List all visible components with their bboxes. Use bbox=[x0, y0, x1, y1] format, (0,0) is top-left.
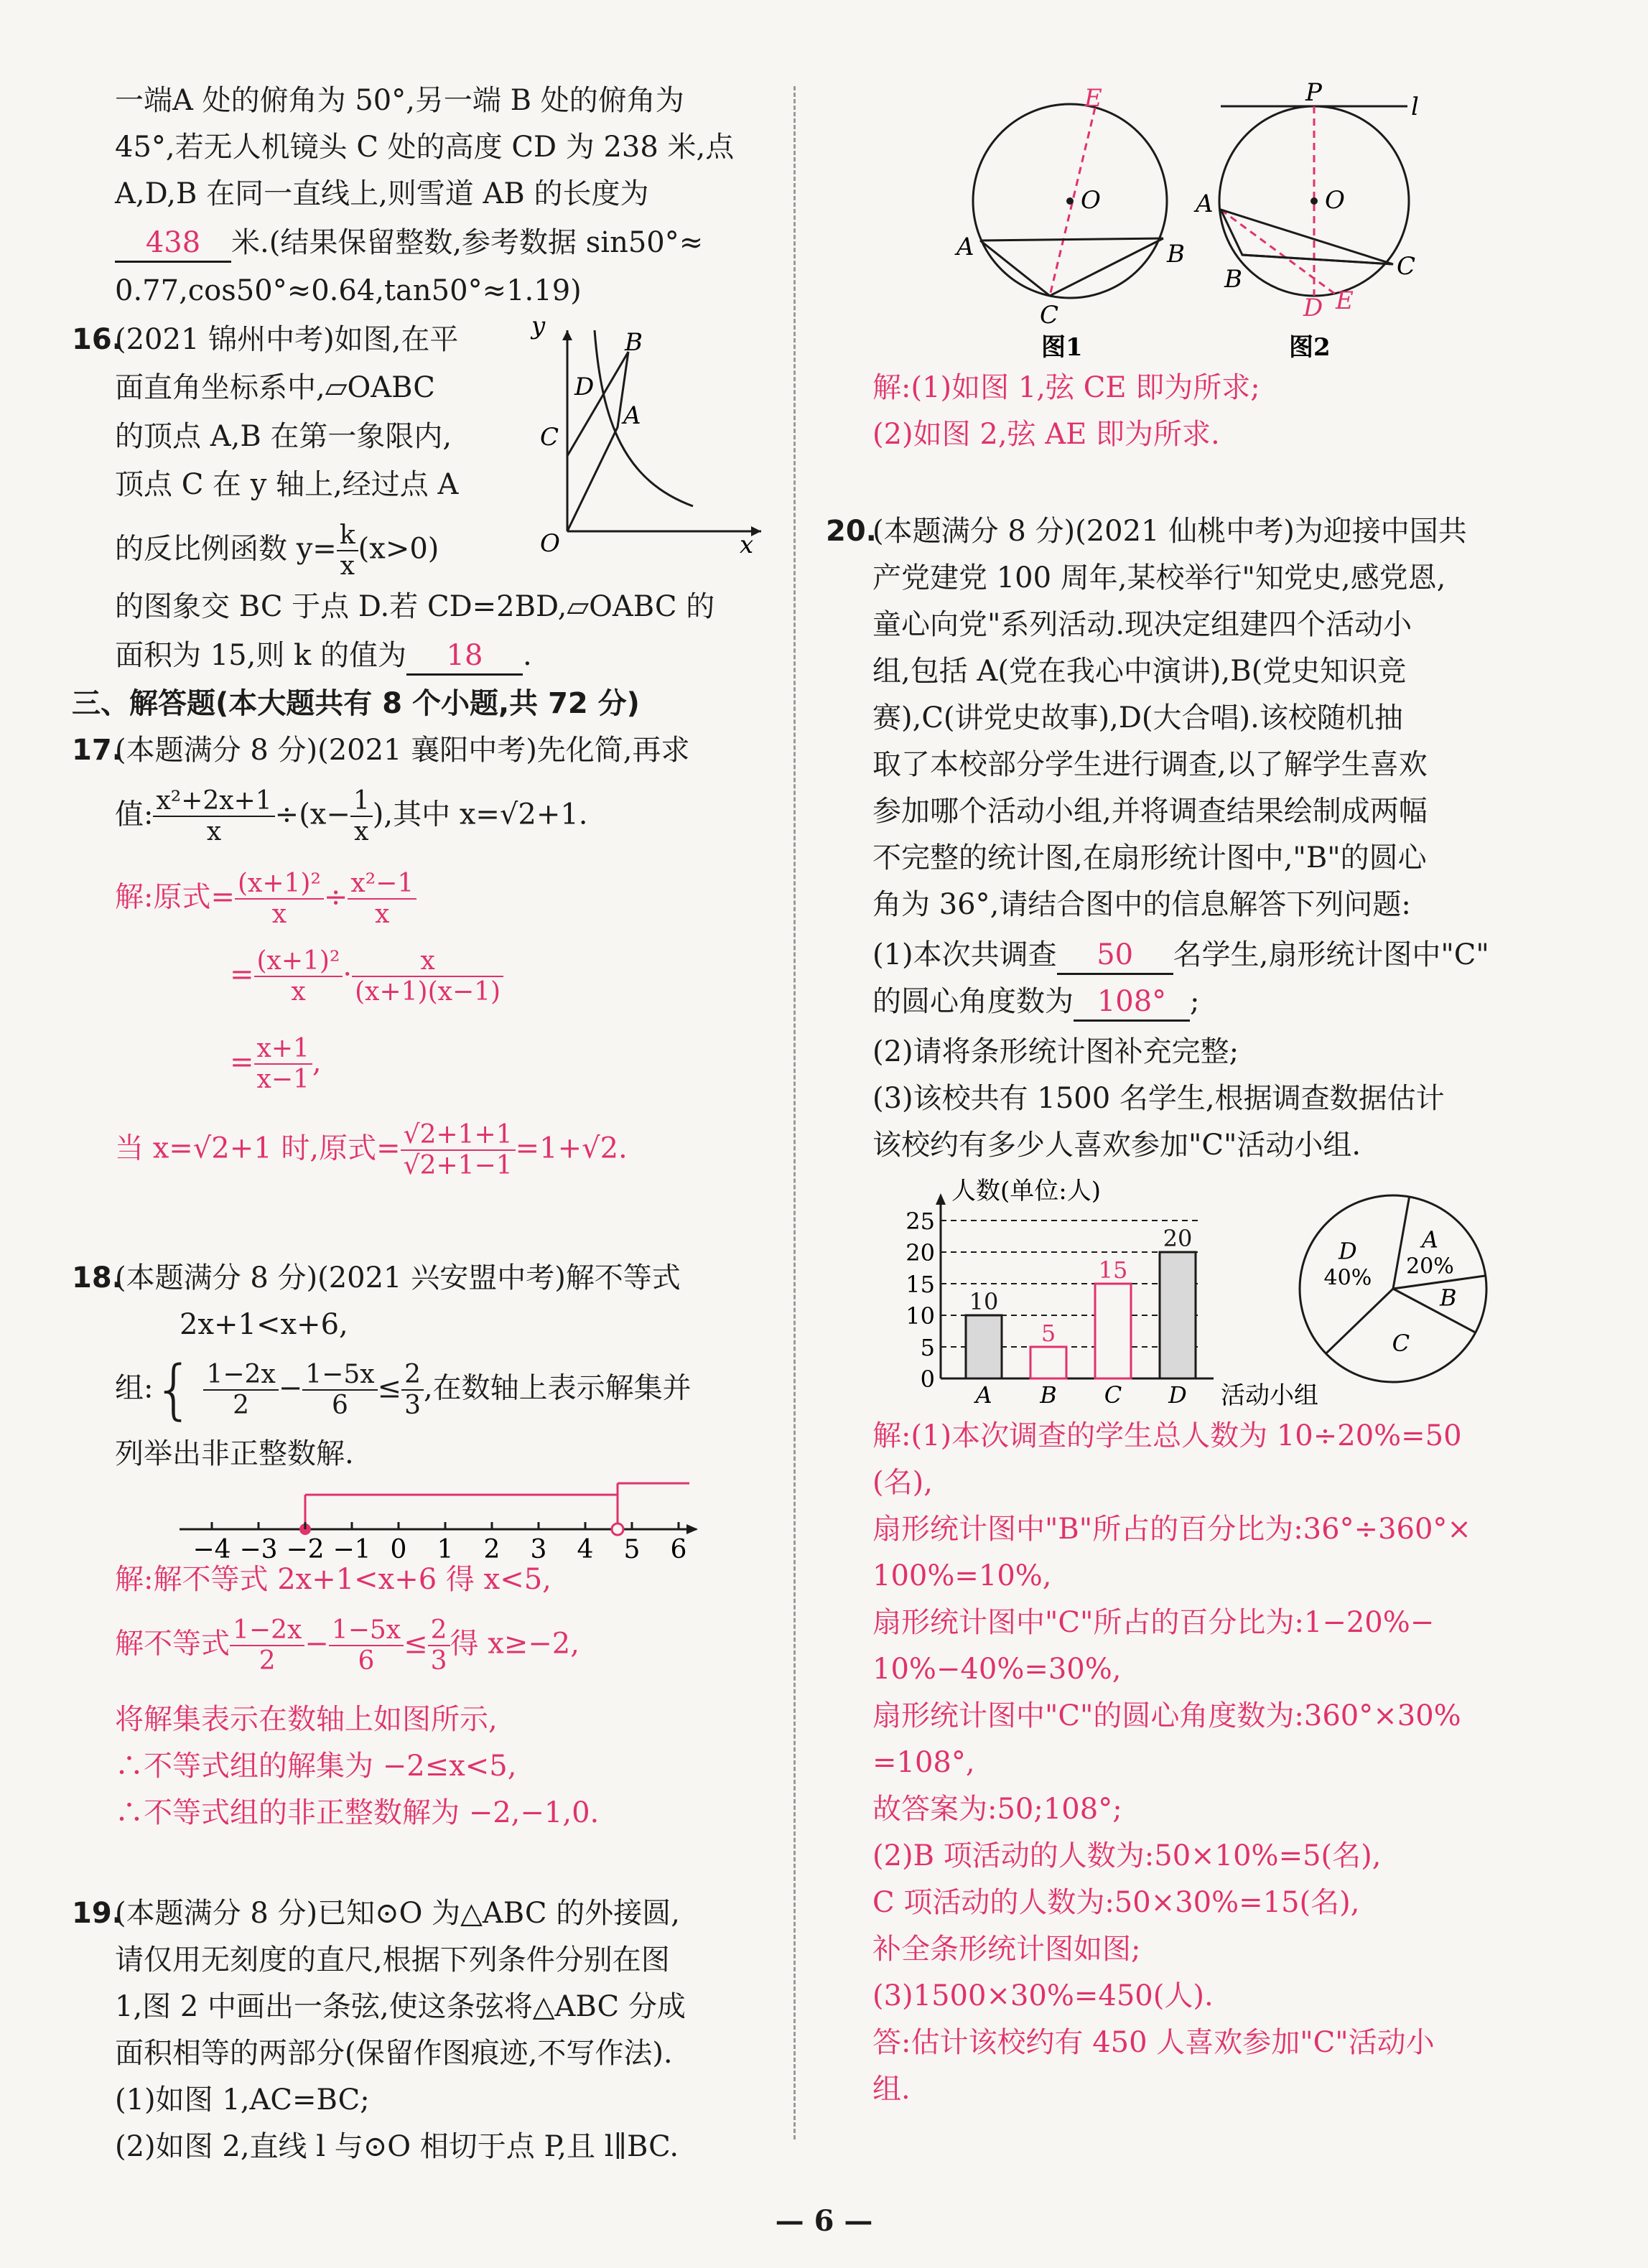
q19-figure-1 bbox=[955, 79, 1199, 366]
q20-line-3: 童心向党"系列活动.现决定组建四个活动小 bbox=[872, 608, 1412, 641]
q20-solution-1: 解:(1)本次调查的学生总人数为 10÷20%=50 bbox=[872, 1419, 1462, 1452]
svg-text:图2: 图2 bbox=[1289, 333, 1331, 362]
q19-solution-2: (2)如图 2,弦 AE 即为所求. bbox=[872, 418, 1220, 451]
q18-line-2: 组:{ $\frac{1-2x}{2}$ − $\frac{1-5x}{6}$ ≤ $\frac{2}{3}$ ,在数轴上表示解集并 bbox=[115, 1352, 692, 1427]
y-tick-label: 10 bbox=[906, 1302, 935, 1330]
q18-number: 18. bbox=[72, 1261, 123, 1294]
hyperbola-curve bbox=[595, 330, 693, 506]
pie-label: A bbox=[1421, 1226, 1438, 1254]
q20-line-6: 取了本校部分学生进行调查,以了解学生喜欢 bbox=[872, 748, 1428, 781]
q20-answer-1: 50 bbox=[1057, 937, 1173, 975]
tick-label: 4 bbox=[577, 1535, 594, 1564]
q18-number-line bbox=[172, 1479, 704, 1565]
q19-solution-1: 解:(1)如图 1,弦 CE 即为所求; bbox=[872, 371, 1260, 404]
tick-label: 1 bbox=[437, 1535, 454, 1564]
fig-label-o: O bbox=[540, 529, 560, 558]
q20-line-1: (本题满分 8 分)(2021 仙桃中考)为迎接中国共 bbox=[872, 515, 1467, 548]
y-tick-label: 15 bbox=[906, 1271, 935, 1298]
q19-line-5: (1)如图 1,AC=BC; bbox=[115, 2083, 370, 2117]
bar-category-label: D bbox=[1168, 1381, 1187, 1409]
q17-line-1: (本题满分 8 分)(2021 襄阳中考)先化简,再求 bbox=[115, 734, 690, 767]
q20-line-11: 的圆心角度数为 108° ; bbox=[872, 984, 1199, 1022]
q16-answer: 18 bbox=[406, 638, 523, 676]
q20-solution-15: 组. bbox=[872, 2073, 911, 2106]
y-tick-label: 0 bbox=[920, 1366, 935, 1393]
fig-label-d: D bbox=[574, 373, 595, 401]
q18-solution-4: ∴不等式组的解集为 −2≤x<5, bbox=[115, 1750, 517, 1783]
fig-label-x: x bbox=[740, 531, 754, 559]
q16-line-4: 顶点 C 在 y 轴上,经过点 A bbox=[115, 468, 459, 501]
svg-text:图1: 图1 bbox=[1041, 333, 1083, 362]
svg-text:l: l bbox=[1411, 93, 1419, 121]
q19-line-1: (本题满分 8 分)已知⊙O 为△ABC 的外接圆, bbox=[115, 1897, 680, 1930]
svg-text:B: B bbox=[1224, 265, 1242, 294]
bar-value-label: 10 bbox=[969, 1288, 999, 1315]
svg-text:C: C bbox=[1397, 252, 1416, 281]
column-divider bbox=[793, 86, 796, 2139]
bar-value-label: 5 bbox=[1041, 1320, 1056, 1347]
fig-label-b: B bbox=[625, 328, 643, 357]
q15-line-2: 45°,若无人机镜头 C 处的高度 CD 为 238 米,点 bbox=[115, 131, 735, 164]
svg-text:A: A bbox=[1196, 190, 1214, 218]
bar-value-label: 20 bbox=[1163, 1225, 1193, 1252]
q18-solution-2: 解不等式 $\frac{1-2x}{2}$ − $\frac{1-5x}{6}$ ≤ $\frac{2}{3}$ 得 x≥−2, bbox=[115, 1615, 579, 1676]
q20-line-13: (3)该校共有 1500 名学生,根据调查数据估计 bbox=[872, 1082, 1445, 1115]
svg-text:O: O bbox=[1325, 186, 1345, 215]
pie-percent: 40% bbox=[1323, 1265, 1372, 1291]
q20-solution-5: 扇形统计图中"C"所占的百分比为:1−20%− bbox=[872, 1606, 1435, 1639]
q20-line-8: 不完整的统计图,在扇形统计图中,"B"的圆心 bbox=[872, 841, 1427, 874]
q20-solution-14: 答:估计该校约有 450 人喜欢参加"C"活动小 bbox=[872, 2026, 1435, 2059]
tick-label: −3 bbox=[239, 1535, 278, 1564]
bar-chart-ylabel: 人数(单位:人) bbox=[951, 1177, 1101, 1205]
q16-figure bbox=[517, 312, 768, 559]
q20-number: 20. bbox=[826, 515, 877, 548]
q20-solution-11: C 项活动的人数为:50×30%=15(名), bbox=[872, 1886, 1360, 1919]
q16-line-7: 面积为 15,则 k 的值为 18 . bbox=[115, 638, 532, 676]
q20-solution-4: 100%=10%, bbox=[872, 1559, 1052, 1592]
q18-solution-3: 将解集表示在数轴上如图所示, bbox=[115, 1703, 498, 1736]
q19-line-2: 请仅用无刻度的直尺,根据下列条件分别在图 bbox=[115, 1943, 670, 1977]
bar-category-label: A bbox=[975, 1381, 992, 1409]
q16-number: 16. bbox=[72, 323, 123, 356]
q20-line-9: 角为 36°,请结合图中的信息解答下列问题: bbox=[872, 888, 1411, 921]
q15-line-5: 0.77,cos50°≈0.64,tan50°≈1.19) bbox=[115, 274, 582, 307]
tick-label: −4 bbox=[192, 1535, 231, 1564]
svg-text:D: D bbox=[1303, 294, 1323, 322]
pie-slice-D bbox=[1326, 1289, 1393, 1353]
q20-bar-chart bbox=[898, 1174, 1318, 1411]
q17-solution-1: 解:原式= $\frac{\text{(x+1)²}}{x}$ ÷ $\frac{\text{x²−1}}{x}$ bbox=[115, 869, 416, 930]
q20-line-2: 产党建党 100 周年,某校举行"知党史,感党恩, bbox=[872, 561, 1446, 594]
q19-figure-2 bbox=[1192, 79, 1436, 366]
q20-solution-9: 故答案为:50;108°; bbox=[872, 1793, 1122, 1826]
q18-line-1: (本题满分 8 分)(2021 兴安盟中考)解不等式 bbox=[115, 1261, 681, 1294]
svg-text:P: P bbox=[1305, 78, 1322, 107]
q15-line-4: 438 米.(结果保留整数,参考数据 sin50°≈ bbox=[115, 225, 703, 263]
fig-label-a: A bbox=[623, 401, 641, 430]
svg-text:C: C bbox=[1040, 301, 1059, 330]
pie-label: C bbox=[1392, 1330, 1410, 1358]
bar-B bbox=[1030, 1347, 1066, 1378]
q20-solution-10: (2)B 项活动的人数为:50×10%=5(名), bbox=[872, 1839, 1382, 1872]
q18-line-3: 列举出非正整数解. bbox=[115, 1437, 354, 1470]
q20-line-12: (2)请将条形统计图补充完整; bbox=[872, 1035, 1239, 1068]
q17-line-2: 值: $\frac{\text{x²+2x+1}}{x}$ ÷(x− $\frac{1}{x}$ ),其中 x=√2+1. bbox=[115, 786, 588, 847]
tick-label: 5 bbox=[623, 1535, 641, 1564]
bar-C bbox=[1095, 1284, 1131, 1378]
q15-answer: 438 bbox=[115, 225, 231, 263]
q20-line-7: 参加哪个活动小组,并将调查结果绘制成两幅 bbox=[872, 795, 1428, 828]
page-number: — 6 — bbox=[775, 2204, 873, 2238]
q20-solution-12: 补全条形统计图如图; bbox=[872, 1933, 1141, 1966]
y-tick-label: 20 bbox=[906, 1239, 935, 1266]
bar-chart-xlabel: 活动小组 bbox=[1221, 1381, 1318, 1410]
bar-category-label: C bbox=[1104, 1381, 1122, 1409]
q19-line-3: 1,图 2 中画出一条弦,使这条弦将△ABC 分成 bbox=[115, 1990, 686, 2023]
bar-A bbox=[966, 1315, 1002, 1378]
y-tick-label: 25 bbox=[906, 1208, 935, 1235]
q20-line-10: (1)本次共调查 50 名学生,扇形统计图中"C" bbox=[872, 937, 1489, 975]
q20-solution-3: 扇形统计图中"B"所占的百分比为:36°÷360°× bbox=[872, 1513, 1471, 1546]
tick-label: 2 bbox=[483, 1535, 501, 1564]
svg-text:A: A bbox=[956, 233, 974, 261]
q20-solution-7: 扇形统计图中"C"的圆心角度数为:360°×30% bbox=[872, 1699, 1461, 1732]
q20-answer-2: 108° bbox=[1074, 984, 1190, 1022]
svg-text:E: E bbox=[1336, 286, 1354, 315]
pie-label: B bbox=[1440, 1284, 1457, 1312]
q16-line-6: 的图象交 BC 于点 D.若 CD=2BD,▱OABC 的 bbox=[115, 590, 715, 623]
tick-label: 6 bbox=[670, 1535, 687, 1564]
pie-percent: 20% bbox=[1406, 1254, 1454, 1279]
pie-slice-C bbox=[1393, 1289, 1476, 1333]
q19-line-4: 面积相等的两部分(保留作图痕迹,不写作法). bbox=[115, 2037, 673, 2070]
svg-text:B: B bbox=[1167, 240, 1185, 269]
q17-solution-4: 当 x=√2+1 时,原式= $\frac{√2+1+1}{√2+1-1}$ =1+√2. bbox=[115, 1120, 628, 1181]
tick-label: 0 bbox=[390, 1535, 407, 1564]
q20-solution-2: (名), bbox=[872, 1466, 933, 1499]
tick-label: 3 bbox=[530, 1535, 547, 1564]
tick-label: −2 bbox=[286, 1535, 325, 1564]
open-point bbox=[612, 1523, 623, 1535]
q20-line-14: 该校约有多少人喜欢参加"C"活动小组. bbox=[872, 1129, 1361, 1162]
bar-D bbox=[1160, 1252, 1196, 1378]
bar-category-label: B bbox=[1040, 1381, 1057, 1409]
svg-text:O: O bbox=[1081, 186, 1101, 215]
q16-line-1: (2021 锦州中考)如图,在平 bbox=[115, 323, 459, 356]
q19-number: 19. bbox=[72, 1897, 123, 1930]
section-3-heading: 三、解答题(本大题共有 8 个小题,共 72 分) bbox=[72, 687, 640, 720]
fig-label-y: y bbox=[531, 312, 546, 340]
svg-text:E: E bbox=[1084, 84, 1102, 113]
q20-solution-8: =108°, bbox=[872, 1746, 975, 1779]
q20-solution-6: 10%−40%=30%, bbox=[872, 1653, 1122, 1686]
q18-solution-1: 解:解不等式 2x+1<x+6 得 x<5, bbox=[115, 1563, 551, 1596]
q16-line-5: 的反比例函数 y= $\frac{k}{x}$ (x>0) bbox=[115, 521, 439, 582]
q18-system-1: 2x+1<x+6, bbox=[180, 1308, 348, 1341]
fig-label-c: C bbox=[540, 423, 559, 452]
q20-solution-13: (3)1500×30%=450(人). bbox=[872, 1979, 1214, 2012]
tick-label: −1 bbox=[332, 1535, 371, 1564]
q16-line-2: 面直角坐标系中,▱OABC bbox=[115, 371, 435, 404]
q17-solution-3: = $\frac{x+1}{x-1}$ , bbox=[230, 1034, 322, 1095]
q20-line-4: 组,包括 A(党在我心中演讲),B(党史知识竞 bbox=[872, 655, 1407, 688]
q18-solution-5: ∴不等式组的非正整数解为 −2,−1,0. bbox=[115, 1796, 600, 1829]
y-tick-label: 5 bbox=[920, 1334, 935, 1361]
q17-number: 17. bbox=[72, 734, 123, 767]
q16-line-3: 的顶点 A,B 在第一象限内, bbox=[115, 420, 452, 453]
bar-value-label: 15 bbox=[1098, 1256, 1128, 1284]
q19-line-6: (2)如图 2,直线 l 与⊙O 相切于点 P,且 l∥BC. bbox=[115, 2130, 679, 2163]
q20-pie-chart bbox=[1293, 1185, 1508, 1393]
pie-label: D bbox=[1339, 1237, 1357, 1265]
q15-line-1: 一端A 处的俯角为 50°,另一端 B 处的俯角为 bbox=[115, 84, 684, 117]
q20-line-5: 赛),C(讲党史故事),D(大合唱).该校随机抽 bbox=[872, 701, 1403, 734]
q15-line-3: A,D,B 在同一直线上,则雪道 AB 的长度为 bbox=[115, 177, 649, 210]
q17-solution-2: = $\frac{\text{(x+1)²}}{x}$ · $\frac{x}{(x+1)(x-1)}$ bbox=[230, 946, 503, 1007]
